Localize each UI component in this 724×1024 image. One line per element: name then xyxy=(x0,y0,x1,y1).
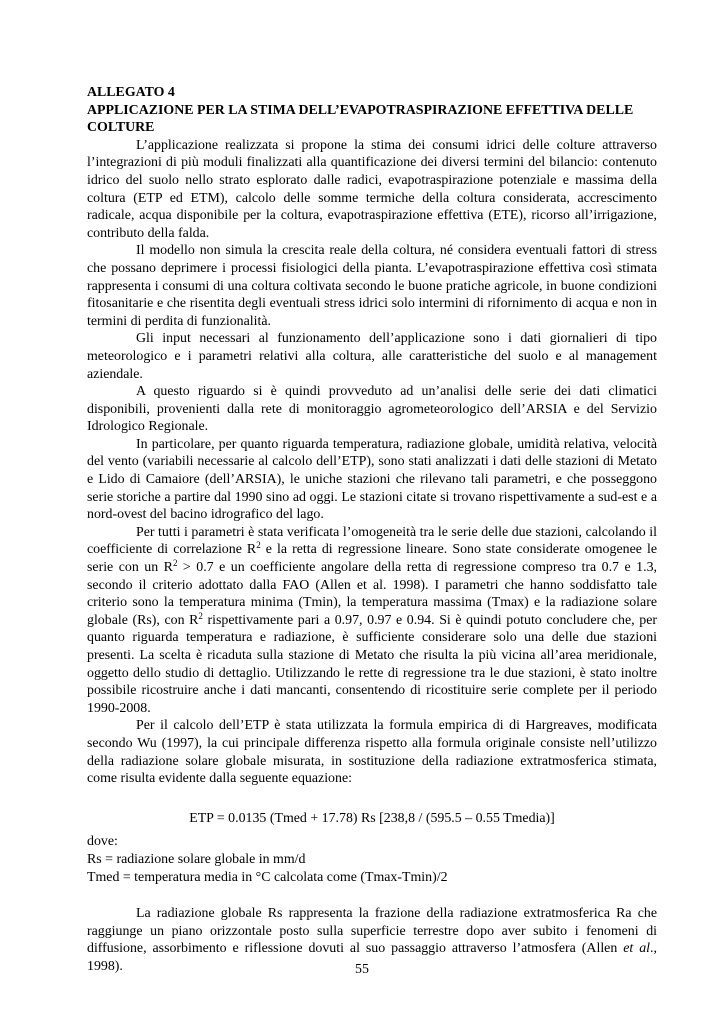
definition-rs: Rs = radiazione solare globale in mm/d xyxy=(87,851,306,867)
paragraph-6-text-a: Per tutti i parametri è stata verificata l’omogeneità tra le serie delle due stazioni, calcolando il coefficiente di correlazione R xyxy=(87,524,657,558)
paragraph-8-italic: et al xyxy=(623,941,651,957)
appendix-label: ALLEGATO 4 xyxy=(87,85,175,100)
superscript-2: 2 xyxy=(256,540,261,551)
paragraph-6-text-c: > 0.7 e un coefficiente angolare della retta di regressione compreso tra 0.7 e 1.3, secondo il criterio adottato dalla FAO (Allen et al. 1998). I parametri che hanno soddisfatto tale criterio sono la temperatura minima (Tmin), la temperatura massima (Tmax) e la radiazione solare globale (Rs), con R xyxy=(87,560,658,628)
paragraph-5: In particolare, per quanto riguarda temperatura, radiazione globale, umidità relativa, velocità del vento (variabili necessarie al calcolo dell’ETP), sono stati analizzati i dati delle stazioni di Metato e Lido di Camaiore (dell’ARSIA), le uniche stazioni che rilevano tali parametri, e che posseggono serie storiche a partire dal 1990 sino ad oggi. Le stazioni citate si trovano rispettivamente a sud-est e a nord-ovest del bacino idrografico del lago. xyxy=(87,436,657,523)
document-body xyxy=(87,84,657,976)
paragraph-7: Per il calcolo dell’ETP è stata utilizzata la formula empirica di di Hargreaves, modificata secondo Wu (1997), la cui principale differenza rispetto alla formula originale consiste nell’utilizzo della radiazione solare globale misurata, in sostituzione della radiazione extratmosferica stimata, come risulta evidente dalla seguente equazione: xyxy=(87,718,657,787)
paragraph-8-text-b: ., 1998). xyxy=(87,941,657,974)
page-number: 55 xyxy=(355,962,369,977)
paragraph-6 xyxy=(87,524,657,718)
paragraph-2: Il modello non simula la crescita reale della coltura, né considera eventuali fattori di stress che possano deprimere i processi fisiologici della pianta. L’evapotraspirazione effettiva così stimata rappresenta i consumi di una coltura coltivata secondo le buone pratiche agricole, in buone condizioni fitosanitarie e che risentita degli eventuali stress idrici solo intermini di rifornimento di acqua e non in termini di perdita di funzionalità. xyxy=(87,243,657,329)
spacer xyxy=(87,886,657,905)
paragraph-8-text-a: La radiazione globale Rs rappresenta la frazione della radiazione extratmosferica Ra che raggiunge un piano orizzontale posto sulla superficie terrestre dopo aver subito i fenomeni di diffusione, assorbimento e riflessione dovuti al suo passaggio attraverso l’atmosfera (Allen xyxy=(87,906,657,957)
paragraph-6-text-b: e la retta di regressione lineare. Sono state considerate omogenee le serie con un R xyxy=(87,542,657,576)
definitions-intro: dove: xyxy=(87,834,118,850)
paragraph-6-text-d: rispettivamente pari a 0.97, 0.97 e 0.94. Si è quindi potuto concludere che, per quanto riguarda temperatura e radiazione, è sufficiente considerare solo una delle due stazioni presenti. La scelta è ricaduta sulla stazione di Metato che risulta la più vicina all’area meridionale, oggetto dello studio di dettaglio. Utilizzando le rette di regressione tra le due stazioni, è stato inoltre possibile ricostruire anche i dati mancanti, consentendo di ricostituire serie complete per il periodo 1990-2008. xyxy=(87,612,657,716)
appendix-title: APPLICAZIONE PER LA STIMA DELL’EVAPOTRASPIRAZIONE EFFETTIVA DELLE COLTURE xyxy=(87,102,634,136)
superscript-2: 2 xyxy=(198,610,203,621)
superscript-2: 2 xyxy=(172,558,178,569)
etp-equation: ETP = 0.0135 (Tmed + 17.78) Rs [238,8 / (595.5 – 0.55 Tmedia)] xyxy=(189,810,555,826)
paragraph-3: Gli input necessari al funzionamento dell’applicazione sono i dati giornalieri di tipo meteorologico e i parametri relativi alla coltura, alle caratteristiche del suolo e al management aziendale. xyxy=(87,331,657,382)
definition-tmed: Tmed = temperatura media in °C calcolata come (Tmax-Tmin)/2 xyxy=(87,869,448,885)
paragraph-4: A questo riguardo si è quindi provveduto ad un’analisi delle serie dei dati climatici disponibili, provenienti dalla rete di monitoraggio agrometeorologico dell’ARSIA e del Servizio Idrologico Regionale. xyxy=(87,384,657,435)
paragraph-1: L’applicazione realizzata si propone la stima dei consumi idrici delle colture attraverso l’integrazioni di più moduli finalizzati alla quantificazione dei diversi termini del bilancio: contenuto idrico del suolo nello strato esplorato dalle radici, evapotraspirazione potenziale e massima della coltura (ETP ed ETM), calcolo delle somme termiche della coltura considerata, accrescimento radicale, acqua disponibile per la coltura, evapotraspirazione effettiva (ETE), ricorso all’irrigazione, contributo della falda. xyxy=(87,137,657,241)
